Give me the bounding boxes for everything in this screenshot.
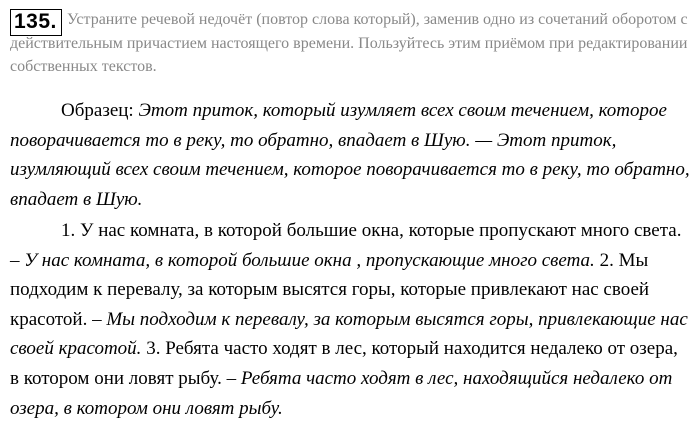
- example-original: Этот приток, который изумляет всех своим течением, которое поворачивается то в реку, то обратно, впадает в Шую.: [10, 100, 667, 151]
- answer-1-number: 1.: [61, 220, 76, 241]
- task-instruction: Устраните речевой недочёт (повтор слова который), заменив одно из сочетаний оборотом с действительным причастием настоящего времени. Пользуйтесь этим приёмом при редактировании собственных текстов.: [10, 11, 688, 75]
- answer-2-dash: –: [92, 308, 102, 330]
- answer-2-number: 2.: [599, 249, 614, 271]
- example-label: Образец:: [61, 100, 134, 121]
- answer-3-dash: –: [226, 367, 237, 389]
- answer-paragraph: [10, 216, 690, 423]
- example-paragraph: [10, 96, 690, 214]
- answer-1-corrected: У нас комната, в которой большие окна , пропускающие много света.: [24, 249, 595, 271]
- answer-1-dash: –: [10, 249, 20, 271]
- answer-1-original: У нас комната, в которой большие окна, которые пропускают много света.: [80, 220, 682, 241]
- answer-3-number: 3.: [146, 338, 161, 360]
- example-corrected: Этот приток, изумляющий всех своим течением, которое поворачивается то в реку, то обратно, впадает в Шую.: [10, 129, 690, 210]
- answer-3-original: Ребята часто ходят в лес, который находится недалеко от озера, в котором они ловят рыбу.: [10, 338, 678, 389]
- example-dash: —: [475, 129, 493, 151]
- task-number: 135.: [10, 9, 62, 36]
- answer-2-corrected: Мы подходим к перевалу, за которым высятся горы, привлекающие нас своей красотой.: [10, 308, 688, 360]
- answer-3-corrected: Ребята часто ходят в лес, находящийся недалеко от озера, в котором они ловят рыбу.: [10, 367, 673, 419]
- answer-2-original: Мы подходим к перевалу, за которым высятся горы, которые привлекают нас своей красотой.: [10, 249, 650, 330]
- task-header: [10, 8, 690, 79]
